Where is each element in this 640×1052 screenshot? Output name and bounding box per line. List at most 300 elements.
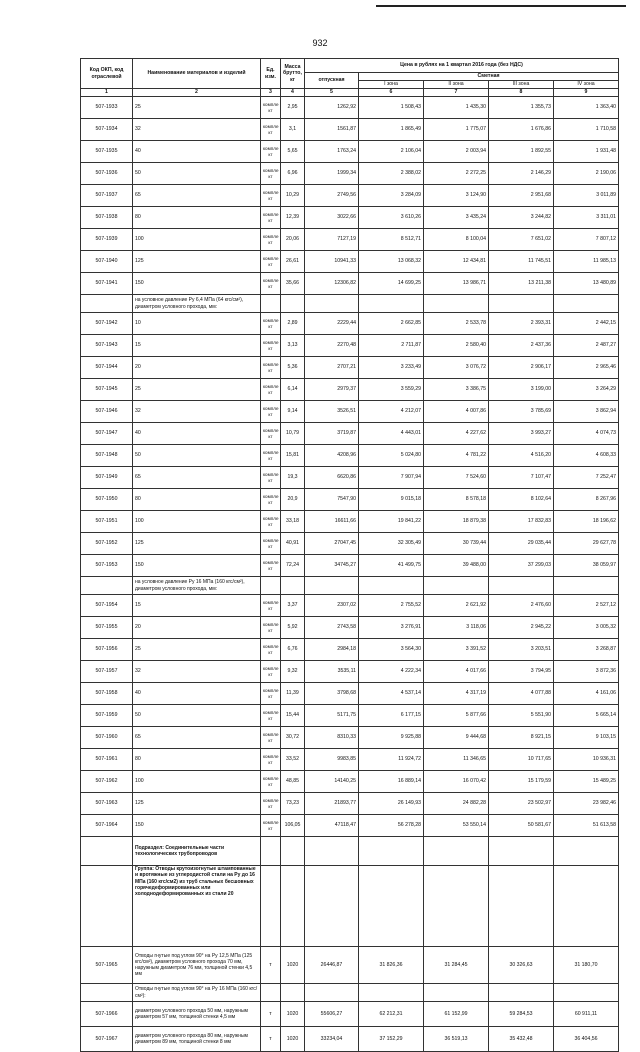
table-row: [81, 533, 619, 555]
row-release: 2743,58: [305, 617, 359, 639]
header-estimate: Сметная: [359, 73, 619, 81]
row-zone-1: 56 278,28: [359, 815, 424, 837]
row-zone-2: 3 391,52: [424, 639, 489, 661]
row-unit: компле кт: [261, 423, 281, 445]
row-mass: 6,96: [281, 163, 305, 185]
row-name: 15: [133, 335, 261, 357]
row-name: 80: [133, 749, 261, 771]
header-code: Код ОКП, код отраслевой: [81, 59, 133, 89]
row-zone-2: 9 444,68: [424, 727, 489, 749]
table-row: [81, 273, 619, 295]
row-zone-4: 2 527,12: [554, 595, 619, 617]
row-mass: 3,1: [281, 119, 305, 141]
row-zone-4: 4 161,06: [554, 683, 619, 705]
row-zone-4: 2 965,46: [554, 357, 619, 379]
row-zone-3: 1 676,86: [489, 119, 554, 141]
row-unit: компле кт: [261, 401, 281, 423]
row-release: 6620,86: [305, 467, 359, 489]
row-zone-1: 2 662,85: [359, 313, 424, 335]
row-release: 34745,27: [305, 555, 359, 577]
row-zone-1: 9 925,88: [359, 727, 424, 749]
row-zone-2: 8 100,04: [424, 229, 489, 251]
header-zone-4: IV зона: [554, 81, 619, 89]
note-row: [81, 984, 619, 1002]
row-zone-4: 60 911,11: [554, 1002, 619, 1027]
table-row: [81, 401, 619, 423]
row-zone-2: 3 435,24: [424, 207, 489, 229]
row-zone-3: 2 393,31: [489, 313, 554, 335]
row-release: 16611,66: [305, 511, 359, 533]
row-unit: компле кт: [261, 335, 281, 357]
row-zone-3: 7 107,47: [489, 467, 554, 489]
row-zone-2: 3 124,90: [424, 185, 489, 207]
row-release: 2749,56: [305, 185, 359, 207]
row-name: 50: [133, 705, 261, 727]
row-zone-3: 15 179,59: [489, 771, 554, 793]
row-mass: 6,76: [281, 639, 305, 661]
row-mass: 19,3: [281, 467, 305, 489]
note-row: [81, 295, 619, 313]
row-code: 507-1967: [81, 1027, 133, 1052]
row-zone-3: 59 284,53: [489, 1002, 554, 1027]
row-name: 50: [133, 163, 261, 185]
row-code: 507-1950: [81, 489, 133, 511]
row-release: 3719,87: [305, 423, 359, 445]
row-release: 2270,48: [305, 335, 359, 357]
row-name: диаметром условного прохода 80 мм, наружным диаметром 89 мм, толщиной стенки 8 мм: [133, 1027, 261, 1052]
note-text: на условное давление Ру 16 МПа (160 кгс/см²), диаметром условного прохода, мм:: [133, 577, 261, 595]
row-zone-1: 2 755,52: [359, 595, 424, 617]
table-row: [81, 313, 619, 335]
table-row: [81, 815, 619, 837]
row-zone-1: 2 711,87: [359, 335, 424, 357]
row-name: 32: [133, 119, 261, 141]
row-zone-4: 5 665,14: [554, 705, 619, 727]
row-zone-4: 10 936,31: [554, 749, 619, 771]
row-name: 10: [133, 313, 261, 335]
row-mass: 73,23: [281, 793, 305, 815]
row-name: 65: [133, 727, 261, 749]
row-zone-1: 14 699,25: [359, 273, 424, 295]
row-zone-2: 1 435,30: [424, 97, 489, 119]
row-unit: компле кт: [261, 595, 281, 617]
row-zone-1: 32 305,49: [359, 533, 424, 555]
row-code: 507-1943: [81, 335, 133, 357]
row-mass: 11,39: [281, 683, 305, 705]
row-unit: компле кт: [261, 207, 281, 229]
row-zone-2: 2 533,78: [424, 313, 489, 335]
row-release: 47118,47: [305, 815, 359, 837]
row-release: 7547,90: [305, 489, 359, 511]
table-row: [81, 555, 619, 577]
row-mass: 2,95: [281, 97, 305, 119]
row-zone-3: 13 211,38: [489, 273, 554, 295]
row-code: 507-1964: [81, 815, 133, 837]
row-zone-4: 1 363,40: [554, 97, 619, 119]
row-zone-2: 8 578,18: [424, 489, 489, 511]
row-code: 507-1961: [81, 749, 133, 771]
row-zone-2: 4 781,22: [424, 445, 489, 467]
row-zone-1: 1 865,49: [359, 119, 424, 141]
row-code: 507-1933: [81, 97, 133, 119]
row-mass: 33,52: [281, 749, 305, 771]
row-code: 507-1940: [81, 251, 133, 273]
row-mass: 9,32: [281, 661, 305, 683]
row-zone-2: 4 227,62: [424, 423, 489, 445]
row-code: 507-1949: [81, 467, 133, 489]
row-unit: компле кт: [261, 141, 281, 163]
row-name: 32: [133, 661, 261, 683]
row-code: 507-1939: [81, 229, 133, 251]
row-release: 10941,33: [305, 251, 359, 273]
row-zone-1: 19 841,22: [359, 511, 424, 533]
row-unit: компле кт: [261, 357, 281, 379]
note-row: [81, 577, 619, 595]
row-zone-3: 3 203,51: [489, 639, 554, 661]
row-unit: компле кт: [261, 555, 281, 577]
row-name: 150: [133, 815, 261, 837]
row-zone-1: 4 222,34: [359, 661, 424, 683]
row-zone-1: 2 388,02: [359, 163, 424, 185]
row-zone-2: 39 488,00: [424, 555, 489, 577]
row-mass: 35,66: [281, 273, 305, 295]
table-row: [81, 445, 619, 467]
table-row: [81, 683, 619, 705]
table-row: [81, 749, 619, 771]
row-zone-1: 9 015,18: [359, 489, 424, 511]
table-row: [81, 511, 619, 533]
row-unit: компле кт: [261, 467, 281, 489]
row-zone-3: 23 502,97: [489, 793, 554, 815]
row-name: 100: [133, 229, 261, 251]
row-unit: компле кт: [261, 489, 281, 511]
row-release: 4208,96: [305, 445, 359, 467]
row-zone-3: 8 921,15: [489, 727, 554, 749]
row-zone-4: 9 103,15: [554, 727, 619, 749]
row-name: 150: [133, 555, 261, 577]
row-unit: компле кт: [261, 119, 281, 141]
row-zone-4: 8 267,96: [554, 489, 619, 511]
header-zone-2: II зона: [424, 81, 489, 89]
row-mass: 15,44: [281, 705, 305, 727]
row-name: 25: [133, 97, 261, 119]
row-zone-4: 29 627,78: [554, 533, 619, 555]
row-zone-3: 3 785,69: [489, 401, 554, 423]
row-release: 3526,51: [305, 401, 359, 423]
row-name: 20: [133, 617, 261, 639]
row-code: 507-1937: [81, 185, 133, 207]
row-release: 1999,34: [305, 163, 359, 185]
row-zone-3: 7 651,02: [489, 229, 554, 251]
row-code: 507-1960: [81, 727, 133, 749]
row-mass: 33,18: [281, 511, 305, 533]
row-zone-1: 3 233,49: [359, 357, 424, 379]
row-zone-1: 5 024,80: [359, 445, 424, 467]
row-release: 26446,87: [305, 947, 359, 984]
row-unit: компле кт: [261, 229, 281, 251]
row-unit: компле кт: [261, 771, 281, 793]
row-code: 507-1966: [81, 1002, 133, 1027]
row-zone-1: 1 508,43: [359, 97, 424, 119]
row-zone-2: 4 017,66: [424, 661, 489, 683]
row-name: 65: [133, 467, 261, 489]
header-zone-3: III зона: [489, 81, 554, 89]
row-release: 5171,75: [305, 705, 359, 727]
row-zone-1: 8 512,71: [359, 229, 424, 251]
row-unit: компле кт: [261, 533, 281, 555]
header-unit: Ед. изм.: [261, 59, 281, 89]
row-code: 507-1963: [81, 793, 133, 815]
row-zone-3: 5 551,90: [489, 705, 554, 727]
row-unit: компле кт: [261, 97, 281, 119]
row-name: 20: [133, 357, 261, 379]
row-zone-2: 11 346,65: [424, 749, 489, 771]
row-zone-2: 31 284,45: [424, 947, 489, 984]
row-code: 507-1934: [81, 119, 133, 141]
row-unit: т: [261, 1002, 281, 1027]
row-unit: т: [261, 947, 281, 984]
table-row: [81, 595, 619, 617]
row-zone-4: 3 011,89: [554, 185, 619, 207]
col-number: 6: [359, 89, 424, 97]
row-zone-1: 3 276,91: [359, 617, 424, 639]
subsection-row: [81, 837, 619, 866]
row-mass: 20,06: [281, 229, 305, 251]
row-release: 9983,85: [305, 749, 359, 771]
row-unit: компле кт: [261, 683, 281, 705]
row-zone-2: 4 317,19: [424, 683, 489, 705]
row-mass: 26,61: [281, 251, 305, 273]
row-zone-2: 5 877,66: [424, 705, 489, 727]
page-number: 932: [312, 38, 328, 48]
row-unit: компле кт: [261, 313, 281, 335]
row-unit: компле кт: [261, 749, 281, 771]
row-code: 507-1942: [81, 313, 133, 335]
row-name: 100: [133, 771, 261, 793]
table-row: [81, 467, 619, 489]
row-name: 25: [133, 639, 261, 661]
row-name: 125: [133, 251, 261, 273]
row-mass: 10,79: [281, 423, 305, 445]
row-zone-1: 3 559,29: [359, 379, 424, 401]
row-release: 21893,77: [305, 793, 359, 815]
row-zone-2: 2 621,92: [424, 595, 489, 617]
row-unit: т: [261, 1027, 281, 1052]
row-zone-1: 31 826,36: [359, 947, 424, 984]
table-row: [81, 1002, 619, 1027]
row-zone-4: 38 059,97: [554, 555, 619, 577]
table-row: [81, 661, 619, 683]
table-row: [81, 639, 619, 661]
row-zone-3: 50 581,67: [489, 815, 554, 837]
row-zone-1: 16 889,14: [359, 771, 424, 793]
row-release: 2979,37: [305, 379, 359, 401]
table-row: [81, 119, 619, 141]
row-name: 80: [133, 207, 261, 229]
row-zone-1: 37 152,29: [359, 1027, 424, 1052]
col-number: 4: [281, 89, 305, 97]
row-zone-1: 41 499,75: [359, 555, 424, 577]
top-rule: [376, 5, 626, 7]
row-zone-3: 17 832,83: [489, 511, 554, 533]
table-row: [81, 727, 619, 749]
header-price-caption: Цена в рублях на 1 квартал 2016 года (без НДС): [305, 59, 619, 73]
row-mass: 12,39: [281, 207, 305, 229]
row-mass: 3,37: [281, 595, 305, 617]
row-mass: 5,36: [281, 357, 305, 379]
row-zone-1: 26 149,93: [359, 793, 424, 815]
row-code: 507-1938: [81, 207, 133, 229]
row-code: 507-1946: [81, 401, 133, 423]
row-unit: компле кт: [261, 617, 281, 639]
table-row: [81, 793, 619, 815]
table-row: [81, 357, 619, 379]
row-release: 33234,04: [305, 1027, 359, 1052]
row-zone-2: 61 152,99: [424, 1002, 489, 1027]
row-name: 80: [133, 489, 261, 511]
row-zone-4: 36 404,56: [554, 1027, 619, 1052]
row-zone-4: 51 613,58: [554, 815, 619, 837]
row-unit: компле кт: [261, 379, 281, 401]
row-zone-3: 35 432,48: [489, 1027, 554, 1052]
row-release: 2984,18: [305, 639, 359, 661]
row-zone-4: 1 931,48: [554, 141, 619, 163]
row-name: 65: [133, 185, 261, 207]
row-code: 507-1944: [81, 357, 133, 379]
row-name: Отводы гнутые под углом 90° на Ру 12,5 МПа (125 кгс/см²), диаметром условного прохода 70 мм, наружным диаметром 76 мм, толщиной стенки 4,5 мм: [133, 947, 261, 984]
table-row: [81, 97, 619, 119]
row-name: диаметром условного прохода 50 мм, наружным диаметром 57 мм, толщиной стенки 4,5 мм: [133, 1002, 261, 1027]
row-mass: 6,14: [281, 379, 305, 401]
row-zone-1: 11 924,72: [359, 749, 424, 771]
row-mass: 106,05: [281, 815, 305, 837]
row-unit: компле кт: [261, 185, 281, 207]
row-zone-2: 24 882,28: [424, 793, 489, 815]
row-name: 150: [133, 273, 261, 295]
subsection-title: Подраздел: Соединительные части технологических трубопроводов: [133, 837, 261, 866]
table-row: [81, 705, 619, 727]
row-zone-2: 12 434,81: [424, 251, 489, 273]
table-row: [81, 617, 619, 639]
col-number: 2: [133, 89, 261, 97]
header-release: отпускная: [305, 73, 359, 89]
row-zone-1: 13 068,32: [359, 251, 424, 273]
row-zone-2: 18 879,38: [424, 511, 489, 533]
row-zone-3: 4 077,88: [489, 683, 554, 705]
row-zone-2: 16 070,42: [424, 771, 489, 793]
row-zone-4: 11 985,13: [554, 251, 619, 273]
row-mass: 9,14: [281, 401, 305, 423]
row-zone-3: 1 355,73: [489, 97, 554, 119]
row-release: 55606,27: [305, 1002, 359, 1027]
row-unit: компле кт: [261, 661, 281, 683]
row-name: 50: [133, 445, 261, 467]
table-row: [81, 251, 619, 273]
row-unit: компле кт: [261, 639, 281, 661]
row-name: 125: [133, 533, 261, 555]
row-zone-1: 7 907,94: [359, 467, 424, 489]
row-mass: 5,92: [281, 617, 305, 639]
row-zone-3: 2 146,29: [489, 163, 554, 185]
row-zone-2: 7 524,60: [424, 467, 489, 489]
row-zone-4: 7 252,47: [554, 467, 619, 489]
row-code: 507-1955: [81, 617, 133, 639]
row-mass: 5,65: [281, 141, 305, 163]
table-row: [81, 423, 619, 445]
row-release: 1763,24: [305, 141, 359, 163]
row-zone-4: 2 442,15: [554, 313, 619, 335]
row-unit: компле кт: [261, 727, 281, 749]
row-code: 507-1936: [81, 163, 133, 185]
row-zone-4: 3 862,94: [554, 401, 619, 423]
row-release: 2229,44: [305, 313, 359, 335]
row-zone-1: 4 212,07: [359, 401, 424, 423]
row-release: 2307,02: [305, 595, 359, 617]
row-zone-1: 3 564,30: [359, 639, 424, 661]
row-code: 507-1952: [81, 533, 133, 555]
row-zone-4: 23 982,46: [554, 793, 619, 815]
row-zone-3: 8 102,64: [489, 489, 554, 511]
row-zone-4: 15 489,25: [554, 771, 619, 793]
price-table: [80, 58, 619, 1052]
col-number: 8: [489, 89, 554, 97]
row-code: 507-1935: [81, 141, 133, 163]
row-code: 507-1948: [81, 445, 133, 467]
row-mass: 1020: [281, 1027, 305, 1052]
row-code: 507-1947: [81, 423, 133, 445]
row-zone-3: 2 951,68: [489, 185, 554, 207]
row-mass: 1020: [281, 1002, 305, 1027]
table-row: [81, 379, 619, 401]
col-number: 3: [261, 89, 281, 97]
table-row: [81, 185, 619, 207]
row-zone-2: 2 272,25: [424, 163, 489, 185]
row-code: 507-1957: [81, 661, 133, 683]
group-row: [81, 866, 619, 947]
row-code: 507-1945: [81, 379, 133, 401]
row-zone-4: 3 311,01: [554, 207, 619, 229]
row-zone-4: 3 872,36: [554, 661, 619, 683]
row-zone-2: 3 386,75: [424, 379, 489, 401]
row-zone-4: 3 268,87: [554, 639, 619, 661]
row-release: 27047,45: [305, 533, 359, 555]
row-zone-3: 3 993,27: [489, 423, 554, 445]
row-release: 3022,66: [305, 207, 359, 229]
row-zone-2: 13 986,71: [424, 273, 489, 295]
row-zone-4: 31 180,70: [554, 947, 619, 984]
row-release: 3535,11: [305, 661, 359, 683]
row-name: 40: [133, 683, 261, 705]
row-name: 40: [133, 141, 261, 163]
group-title: Группа: Отводы крутоизогнутые штампованные и вротяжные из углеродистой стали на Ру до 16 МПа (160 кгс/см2) из труб стальных бесшовных горячедеформированных или холоднодеформированных из стали 20: [133, 866, 261, 947]
row-unit: компле кт: [261, 793, 281, 815]
row-zone-1: 6 177,15: [359, 705, 424, 727]
row-mass: 3,13: [281, 335, 305, 357]
row-name: 32: [133, 401, 261, 423]
row-zone-3: 2 476,60: [489, 595, 554, 617]
row-zone-3: 3 199,00: [489, 379, 554, 401]
row-zone-2: 36 519,13: [424, 1027, 489, 1052]
row-zone-2: 30 739,44: [424, 533, 489, 555]
row-zone-4: 1 710,58: [554, 119, 619, 141]
row-mass: 10,29: [281, 185, 305, 207]
row-unit: компле кт: [261, 251, 281, 273]
row-zone-4: 7 807,12: [554, 229, 619, 251]
col-number: 7: [424, 89, 489, 97]
row-zone-2: 3 076,72: [424, 357, 489, 379]
note-text: на условное давление Ру 6,4 МПа (64 кгс/см²), диаметром условного прохода, мм:: [133, 295, 261, 313]
row-zone-1: 62 212,31: [359, 1002, 424, 1027]
